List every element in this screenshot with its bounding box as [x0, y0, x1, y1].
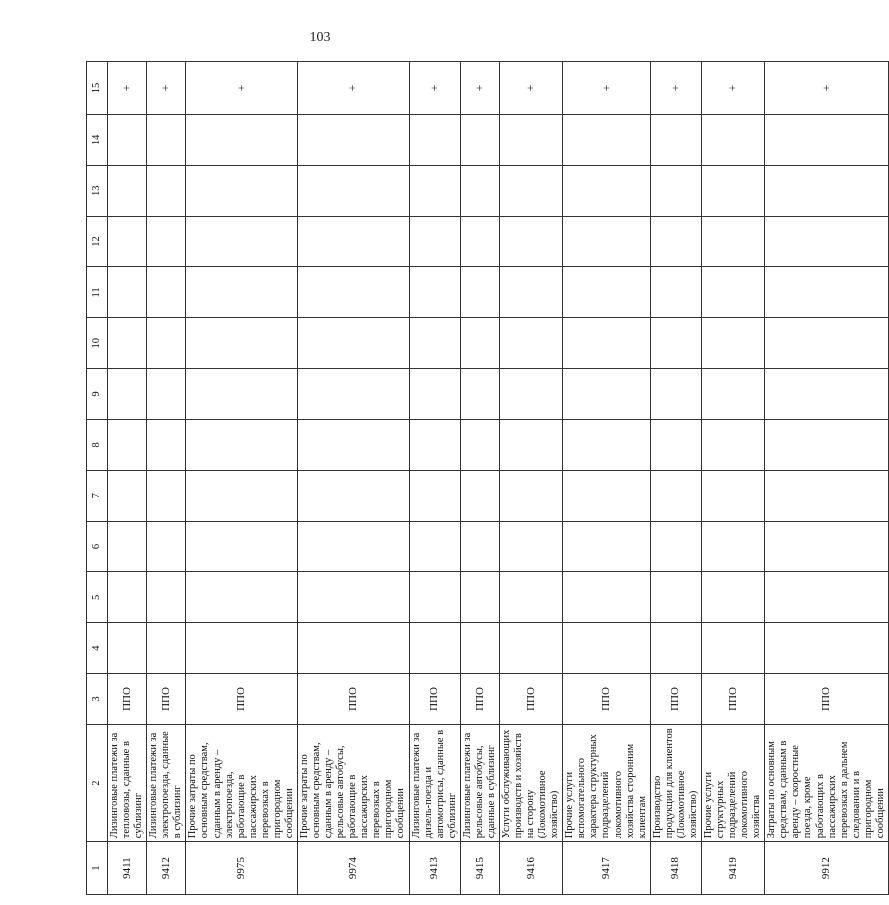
row-description: Прочие услуги структурных подразделений локомотивного хозяйства	[701, 724, 764, 841]
empty-cell	[701, 216, 764, 267]
empty-cell	[108, 165, 147, 216]
row-description: Лизинговые платежи за электропоезда, сданные в сублизинг	[147, 724, 186, 841]
row-ppo-mark: ППО	[147, 674, 186, 725]
empty-cell	[499, 623, 562, 674]
row-description: Производство продукции для клиентов (Локомотивное хозяйство)	[650, 724, 701, 841]
column-header: 3	[87, 674, 108, 725]
empty-cell	[563, 623, 650, 674]
empty-cell	[186, 165, 298, 216]
column-header: 1	[87, 842, 108, 895]
empty-cell	[499, 470, 562, 521]
empty-cell	[297, 623, 409, 674]
empty-cell	[460, 623, 499, 674]
empty-cell	[765, 318, 889, 369]
row-plus-mark: +	[765, 62, 889, 115]
empty-cell	[701, 165, 764, 216]
empty-cell	[147, 216, 186, 267]
empty-cell	[297, 572, 409, 623]
empty-cell	[147, 267, 186, 318]
empty-cell	[186, 318, 298, 369]
empty-cell	[563, 572, 650, 623]
empty-cell	[108, 419, 147, 470]
empty-cell	[563, 216, 650, 267]
table-row	[409, 62, 460, 895]
empty-cell	[108, 369, 147, 420]
rotated-table-container	[86, 61, 886, 895]
row-ppo-mark: ППО	[108, 674, 147, 725]
empty-cell	[186, 369, 298, 420]
empty-cell	[650, 165, 701, 216]
empty-cell	[460, 419, 499, 470]
row-code: 9974	[297, 842, 409, 895]
empty-cell	[297, 114, 409, 165]
empty-cell	[765, 572, 889, 623]
empty-cell	[297, 419, 409, 470]
row-description: Лизинговые платежи за тепловозы, сданные в сублизинг	[108, 724, 147, 841]
empty-cell	[409, 572, 460, 623]
empty-cell	[409, 114, 460, 165]
empty-cell	[701, 267, 764, 318]
empty-cell	[460, 572, 499, 623]
empty-cell	[409, 165, 460, 216]
table-row	[297, 62, 409, 895]
row-plus-mark: +	[409, 62, 460, 115]
column-header: 8	[87, 419, 108, 470]
empty-cell	[701, 419, 764, 470]
row-ppo-mark: ППО	[297, 674, 409, 725]
header-row	[87, 62, 108, 895]
empty-cell	[297, 165, 409, 216]
column-header: 7	[87, 470, 108, 521]
row-description: Затраты по основным средствам, сданным в аренду – скоростные поезда, кроме работающих в пассажирских перевозках в дальнем следовании и в пригородном сообщении	[765, 724, 889, 841]
empty-cell	[297, 521, 409, 572]
empty-cell	[186, 470, 298, 521]
table-row	[108, 62, 147, 895]
row-description: Услуги обслуживающих производств и хозяйств на сторону (Локомотивное хозяйство)	[499, 724, 562, 841]
empty-cell	[701, 369, 764, 420]
empty-cell	[701, 623, 764, 674]
empty-cell	[650, 470, 701, 521]
table-row	[650, 62, 701, 895]
row-plus-mark: +	[701, 62, 764, 115]
empty-cell	[701, 114, 764, 165]
empty-cell	[563, 470, 650, 521]
column-header: 6	[87, 521, 108, 572]
cost-items-table	[86, 61, 889, 895]
empty-cell	[108, 623, 147, 674]
empty-cell	[108, 318, 147, 369]
table-row	[563, 62, 650, 895]
empty-cell	[701, 318, 764, 369]
empty-cell	[409, 623, 460, 674]
row-plus-mark: +	[650, 62, 701, 115]
empty-cell	[108, 216, 147, 267]
row-plus-mark: +	[108, 62, 147, 115]
empty-cell	[297, 369, 409, 420]
empty-cell	[186, 419, 298, 470]
empty-cell	[186, 623, 298, 674]
empty-cell	[186, 216, 298, 267]
empty-cell	[409, 267, 460, 318]
empty-cell	[563, 419, 650, 470]
empty-cell	[186, 572, 298, 623]
empty-cell	[108, 470, 147, 521]
empty-cell	[701, 470, 764, 521]
empty-cell	[297, 318, 409, 369]
empty-cell	[147, 623, 186, 674]
empty-cell	[765, 521, 889, 572]
row-ppo-mark: ППО	[701, 674, 764, 725]
empty-cell	[460, 114, 499, 165]
row-description: Лизинговые платежи за рельсовые автобусы, сданные в сублизинг	[460, 724, 499, 841]
empty-cell	[409, 318, 460, 369]
table-row	[701, 62, 764, 895]
empty-cell	[297, 470, 409, 521]
empty-cell	[765, 114, 889, 165]
column-header: 14	[87, 114, 108, 165]
empty-cell	[460, 267, 499, 318]
row-ppo-mark: ППО	[186, 674, 298, 725]
row-description: Прочие затраты по основным средствам, сданным в аренду – электропоезда, работающие в пассажирских перевозках в пригородном сообщении	[186, 724, 298, 841]
table-row	[147, 62, 186, 895]
empty-cell	[650, 318, 701, 369]
empty-cell	[499, 521, 562, 572]
row-code: 9412	[147, 842, 186, 895]
empty-cell	[460, 369, 499, 420]
empty-cell	[108, 114, 147, 165]
row-ppo-mark: ППО	[499, 674, 562, 725]
row-ppo-mark: ППО	[765, 674, 889, 725]
empty-cell	[460, 318, 499, 369]
table-body	[108, 62, 889, 895]
empty-cell	[765, 216, 889, 267]
table-header	[87, 62, 108, 895]
column-header: 12	[87, 216, 108, 267]
empty-cell	[186, 114, 298, 165]
empty-cell	[650, 267, 701, 318]
empty-cell	[147, 318, 186, 369]
empty-cell	[650, 114, 701, 165]
empty-cell	[563, 165, 650, 216]
empty-cell	[460, 165, 499, 216]
empty-cell	[297, 216, 409, 267]
row-ppo-mark: ППО	[460, 674, 499, 725]
empty-cell	[650, 216, 701, 267]
empty-cell	[409, 369, 460, 420]
empty-cell	[765, 369, 889, 420]
row-description: Прочие услуги вспомогательного характера структурных подразделений локомотивного хозяйства сторонним клиентам	[563, 724, 650, 841]
empty-cell	[563, 369, 650, 420]
row-plus-mark: +	[297, 62, 409, 115]
empty-cell	[499, 572, 562, 623]
empty-cell	[147, 369, 186, 420]
row-plus-mark: +	[499, 62, 562, 115]
row-description: Прочие затраты по основным средствам, сданным в аренду – рельсовые автобусы, работающие в пассажирских перевозках в пригородном сообщении	[297, 724, 409, 841]
empty-cell	[409, 470, 460, 521]
empty-cell	[147, 165, 186, 216]
column-header: 4	[87, 623, 108, 674]
row-code: 9415	[460, 842, 499, 895]
column-header: 9	[87, 369, 108, 420]
row-ppo-mark: ППО	[409, 674, 460, 725]
empty-cell	[701, 572, 764, 623]
empty-cell	[409, 521, 460, 572]
empty-cell	[409, 419, 460, 470]
empty-cell	[499, 216, 562, 267]
empty-cell	[499, 267, 562, 318]
row-description: Лизинговые платежи за дизель-поезда и автомотрисы, сданные в сублизинг	[409, 724, 460, 841]
empty-cell	[650, 369, 701, 420]
column-header: 13	[87, 165, 108, 216]
empty-cell	[765, 623, 889, 674]
empty-cell	[108, 521, 147, 572]
empty-cell	[650, 521, 701, 572]
empty-cell	[563, 521, 650, 572]
column-header: 5	[87, 572, 108, 623]
empty-cell	[765, 419, 889, 470]
row-code: 9413	[409, 842, 460, 895]
row-code: 9416	[499, 842, 562, 895]
row-code: 9417	[563, 842, 650, 895]
column-header: 2	[87, 724, 108, 841]
row-ppo-mark: ППО	[650, 674, 701, 725]
empty-cell	[409, 216, 460, 267]
row-ppo-mark: ППО	[563, 674, 650, 725]
page-number: 103	[309, 30, 331, 45]
table-row	[499, 62, 562, 895]
empty-cell	[147, 521, 186, 572]
empty-cell	[147, 572, 186, 623]
empty-cell	[499, 114, 562, 165]
row-plus-mark: +	[186, 62, 298, 115]
empty-cell	[460, 470, 499, 521]
column-header: 15	[87, 62, 108, 115]
row-code: 9975	[186, 842, 298, 895]
empty-cell	[650, 419, 701, 470]
empty-cell	[765, 470, 889, 521]
empty-cell	[563, 114, 650, 165]
row-code: 9912	[765, 842, 889, 895]
empty-cell	[147, 419, 186, 470]
empty-cell	[499, 318, 562, 369]
empty-cell	[108, 572, 147, 623]
table-row	[765, 62, 889, 895]
empty-cell	[650, 572, 701, 623]
empty-cell	[108, 267, 147, 318]
row-code: 9411	[108, 842, 147, 895]
empty-cell	[297, 267, 409, 318]
empty-cell	[499, 165, 562, 216]
empty-cell	[147, 470, 186, 521]
empty-cell	[650, 623, 701, 674]
empty-cell	[563, 318, 650, 369]
column-header: 10	[87, 318, 108, 369]
empty-cell	[460, 216, 499, 267]
empty-cell	[765, 267, 889, 318]
empty-cell	[765, 165, 889, 216]
empty-cell	[186, 267, 298, 318]
empty-cell	[147, 114, 186, 165]
empty-cell	[701, 521, 764, 572]
column-header: 11	[87, 267, 108, 318]
empty-cell	[563, 267, 650, 318]
empty-cell	[499, 369, 562, 420]
table-row	[186, 62, 298, 895]
empty-cell	[460, 521, 499, 572]
row-plus-mark: +	[460, 62, 499, 115]
empty-cell	[186, 521, 298, 572]
table-row	[460, 62, 499, 895]
row-code: 9419	[701, 842, 764, 895]
row-plus-mark: +	[563, 62, 650, 115]
empty-cell	[499, 419, 562, 470]
row-code: 9418	[650, 842, 701, 895]
row-plus-mark: +	[147, 62, 186, 115]
